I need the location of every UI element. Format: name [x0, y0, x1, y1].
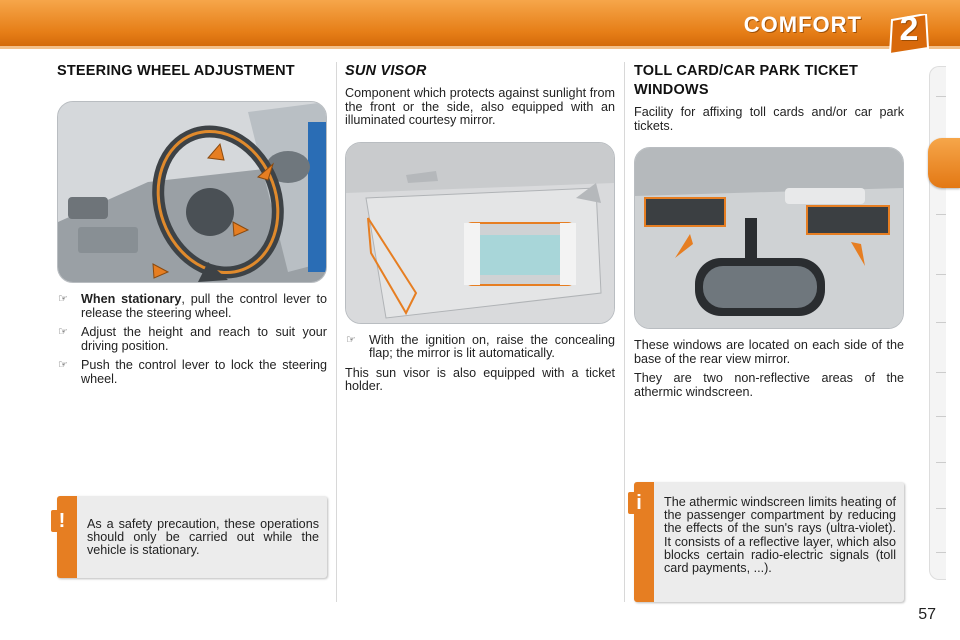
- steering-instructions: [57, 293, 327, 386]
- toll-description-text: They are two non-reflective areas of the athermic windscreen.: [634, 371, 904, 399]
- sun-visor-section: [345, 60, 615, 394]
- steering-wheel-illustration: [57, 101, 327, 283]
- list-item: ☞ Push the control lever to lock the steering wheel.: [58, 358, 327, 386]
- chapter-title: COMFORT: [743, 12, 862, 37]
- tab-marker: [936, 214, 946, 215]
- page-number: 57: [918, 606, 936, 623]
- tab-marker: [936, 416, 946, 417]
- pointer-hand-icon: ☞: [58, 293, 68, 305]
- header-divider: [0, 46, 960, 49]
- warning-note: [57, 496, 327, 578]
- sun-visor-intro: Component which protects against sunlight from the front or the side, also equipped with an illuminated courtesy mirror.: [345, 86, 615, 127]
- rear-view-mirror-illustration: [634, 147, 904, 329]
- list-item: ☞ When stationary, pull the control lever to release the steering wheel.: [58, 292, 327, 320]
- sun-visor-illustration: [345, 142, 615, 324]
- tab-marker: [936, 274, 946, 275]
- section-title: TOLL CARD/CAR PARK TICKET WINDOWS: [634, 63, 859, 98]
- column-divider: [336, 62, 337, 602]
- tab-marker: [936, 508, 946, 509]
- warning-text: As a safety precaution, these operations should only be carried out while the vehicle is stationary.: [87, 517, 319, 558]
- tab-marker: [936, 322, 946, 323]
- steering-section: [57, 60, 327, 386]
- toll-card-section: [634, 60, 904, 399]
- active-chapter-tab[interactable]: [928, 138, 960, 188]
- pointer-hand-icon: ☞: [346, 333, 356, 346]
- pointer-hand-icon: ☞: [58, 326, 68, 338]
- list-item: ☞ With the ignition on, raise the concealing flap; the mirror is lit automatically.: [346, 332, 615, 360]
- tab-marker: [936, 552, 946, 553]
- sun-visor-outro: This sun visor is also equipped with a ticket holder.: [345, 365, 615, 393]
- warning-exclamation-icon: !: [51, 510, 73, 532]
- note-accent-bar: [57, 496, 77, 578]
- tab-marker: [936, 462, 946, 463]
- list-item: ☞ Adjust the height and reach to suit your driving position.: [58, 325, 327, 353]
- section-title: STEERING WHEEL ADJUSTMENT: [57, 63, 295, 79]
- sun-visor-instructions: [345, 334, 615, 361]
- toll-intro: Facility for affixing toll cards and/or car park tickets.: [634, 105, 904, 133]
- info-text: The athermic windscreen limits heating of the passenger compartment by reducing the effects of the sun's rays (ultra-violet). It consists of a reflective layer, which also blocks certain radio-electric signals (toll card payments, ...).: [664, 495, 896, 576]
- tab-marker: [936, 372, 946, 373]
- tab-marker: [936, 96, 946, 97]
- info-icon: i: [628, 492, 650, 514]
- chapter-number: 2: [899, 10, 919, 48]
- info-note: [634, 482, 904, 602]
- toll-location-text: These windows are located on each side of the base of the rear view mirror.: [634, 338, 904, 366]
- pointer-hand-icon: ☞: [58, 359, 68, 371]
- section-title: SUN VISOR: [345, 63, 427, 79]
- column-divider: [624, 62, 625, 602]
